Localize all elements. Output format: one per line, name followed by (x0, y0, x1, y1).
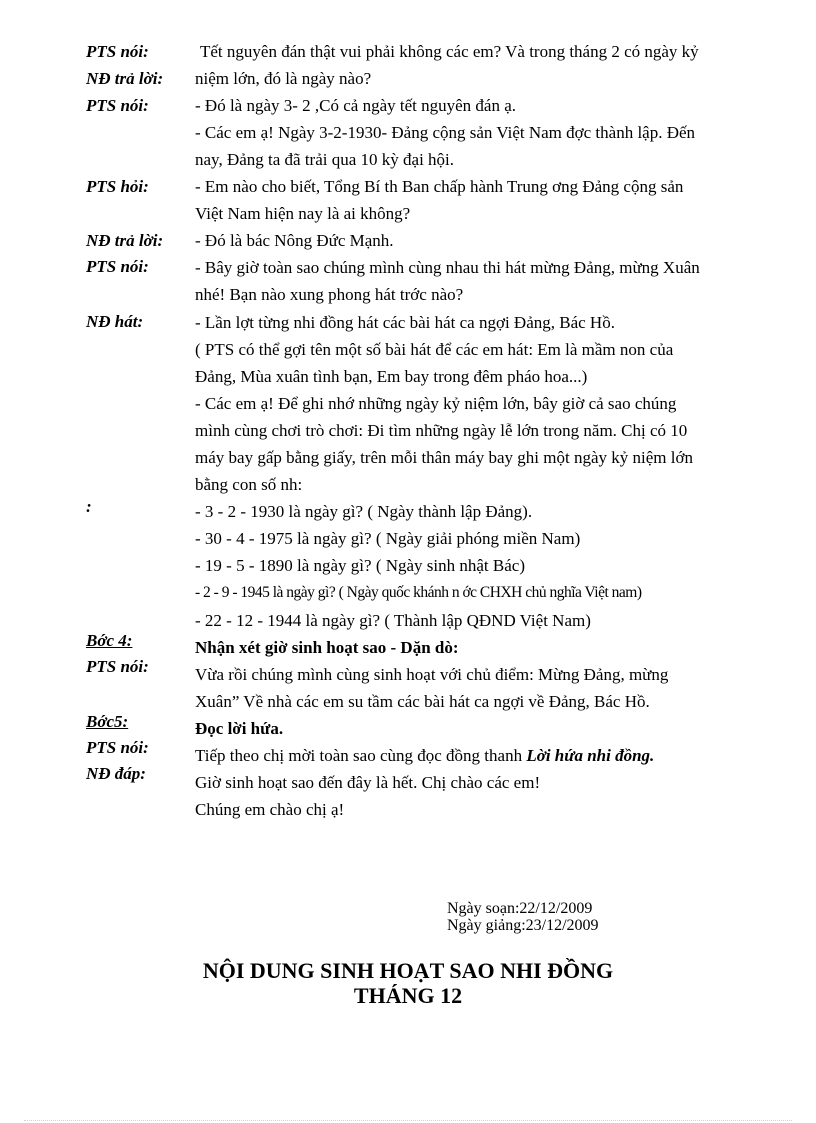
text-fragment: Tiếp theo chị mời toàn sao cùng đọc đồng thanh (195, 746, 527, 765)
speaker-label: NĐ hát: (86, 312, 144, 331)
promise-title: Lời hứa nhi đồng. (526, 746, 655, 765)
text-line: máy bay gấp bằng giấy, trên mỗi thân máy bay ghi một ngày kỷ niệm lớn (195, 448, 693, 467)
text-line: Xuân” Về nhà các em su tầm các bài hát ca ngợi về Đảng, Bác Hồ. (195, 692, 650, 711)
page-bottom-divider (24, 1120, 792, 1121)
text-line: Đảng, Mùa xuân tình bạn, Em bay trong đêm pháo hoa...) (195, 367, 588, 386)
text-line: Giờ sinh hoạt sao đến đây là hết. Chị chào các em! (195, 773, 541, 792)
section-heading: Đọc lời hứa. (195, 719, 284, 738)
text-line: Chúng em chào chị ạ! (195, 800, 345, 819)
text-line: bằng con số nh: (195, 475, 303, 494)
speaker-label: PTS nói: (86, 257, 149, 276)
speaker-label: NĐ trả lời: (86, 231, 164, 250)
list-item: - 22 - 12 - 1944 là ngày gì? ( Thành lập QĐND Việt Nam) (195, 611, 591, 630)
section-heading: Nhận xét giờ sinh hoạt sao - Dặn dò: (195, 638, 459, 657)
page-title: NỘI DUNG SINH HOẠT SAO NHI ĐỒNG (202, 958, 614, 983)
speaker-label: PTS nói: (86, 657, 149, 676)
text-line: Việt Nam hiện nay là ai không? (195, 204, 411, 223)
speaker-label: PTS hỏi: (86, 177, 149, 196)
prepare-date: Ngày soạn:22/12/2009 (447, 900, 593, 917)
step-label: Bớc5: (86, 712, 129, 731)
teach-date: Ngày giảng:23/12/2009 (447, 917, 599, 934)
text-line (195, 746, 654, 766)
text-line: Vừa rồi chúng mình cùng sinh hoạt với chủ điểm: Mừng Đảng, mừng (195, 665, 669, 684)
text-line: - Em nào cho biết, Tổng Bí th Ban chấp hành Trung ơng Đảng cộng sản (195, 177, 684, 196)
text-line: - Lần lợt từng nhi đồng hát các bài hát ca ngợi Đảng, Bác Hồ. (195, 313, 615, 332)
page-subtitle: THÁNG 12 (353, 983, 463, 1008)
list-item: - 3 - 2 - 1930 là ngày gì? ( Ngày thành lập Đảng). (195, 502, 533, 521)
text-line: nay, Đảng ta đã trải qua 10 kỳ đại hội. (195, 150, 455, 169)
text-line: Tết nguyên đán thật vui phải không các em? Và trong tháng 2 có ngày kỷ (200, 42, 699, 61)
step-label: Bớc 4: (86, 631, 133, 650)
text-line: - Đó là bác Nông Đức Mạnh. (195, 231, 394, 250)
text-line: ( PTS có thể gợi tên một số bài hát để các em hát: Em là mầm non của (195, 340, 674, 359)
text-line: - Các em ạ! Ngày 3-2-1930- Đảng cộng sản Việt Nam đợc thành lập. Đến (195, 123, 696, 142)
text-line: - Đó là ngày 3- 2 ,Có cả ngày tết nguyên đán ạ. (195, 96, 517, 115)
speaker-label: PTS nói: (86, 42, 149, 61)
speaker-label: NĐ trả lời: (86, 69, 164, 88)
text-line: nhé! Bạn nào xung phong hát trớc nào? (195, 285, 464, 304)
list-item: - 2 - 9 - 1945 là ngày gì? ( Ngày quốc khánh n ớc CHXH chủ nghĩa Việt nam) (195, 584, 642, 601)
list-item: - 19 - 5 - 1890 là ngày gì? ( Ngày sinh nhật Bác) (195, 556, 525, 575)
text-line: - Bây giờ toàn sao chúng mình cùng nhau thi hát mừng Đảng, mừng Xuân (195, 258, 700, 277)
text-line: niệm lớn, đó là ngày nào? (195, 69, 372, 88)
text-line: mình cùng chơi trò chơi: Đi tìm những ngày lễ lớn trong năm. Chị có 10 (195, 421, 688, 440)
text-line: - Các em ạ! Để ghi nhớ những ngày kỷ niệm lớn, bây giờ cả sao chúng (195, 394, 677, 413)
speaker-label: : (86, 497, 92, 516)
speaker-label: NĐ đáp: (86, 764, 146, 783)
speaker-label: PTS nói: (86, 738, 149, 757)
list-item: - 30 - 4 - 1975 là ngày gì? ( Ngày giải phóng miền Nam) (195, 529, 581, 548)
speaker-label: PTS nói: (86, 96, 149, 115)
